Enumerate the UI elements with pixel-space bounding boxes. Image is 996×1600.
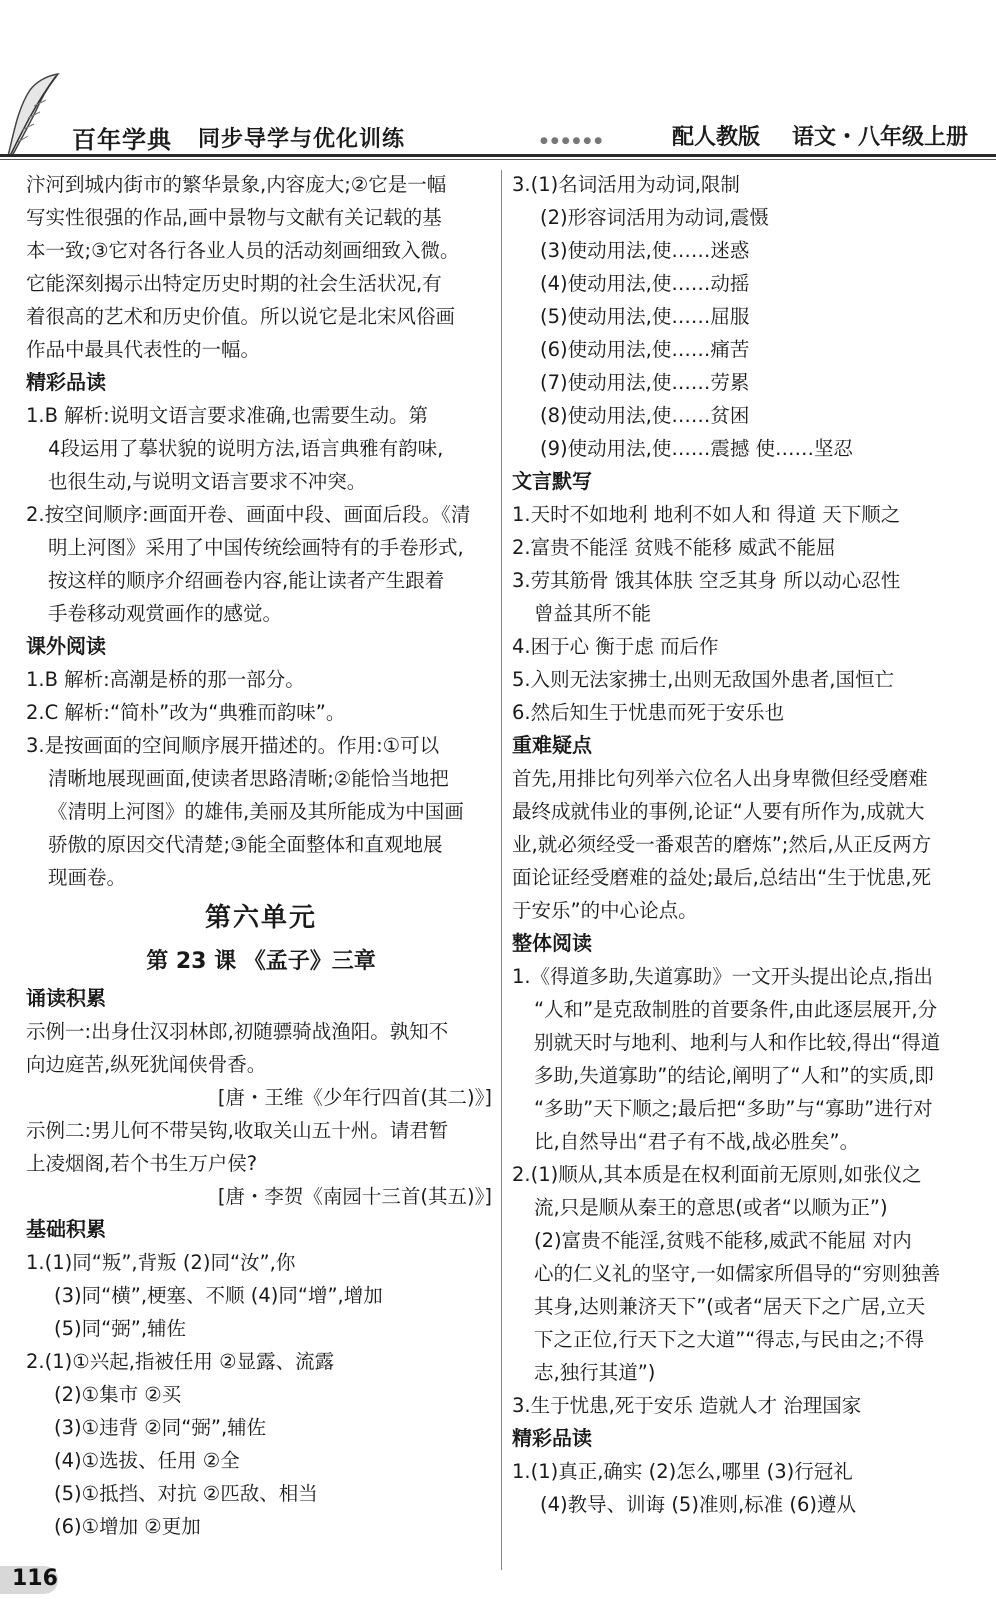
- answer-subitem: (4)使动用法,使……动摇: [540, 272, 750, 295]
- answer-item: 3.是按画面的空间顺序展开描述的。作用:①可以: [26, 734, 440, 757]
- poem-source: [唐・李贺《南园十三首(其五)》]: [217, 1185, 492, 1208]
- right-column: [512, 168, 982, 1521]
- answer-subitem: (6)使动用法,使……痛苦: [540, 338, 750, 361]
- text-line: 多助,失道寡助”的结论,阐明了“人和”的实质,即: [534, 1064, 934, 1087]
- text-line: 于安乐”的中心论点。: [512, 899, 698, 922]
- subject-grade-label: 语文・八年级上册: [792, 125, 969, 150]
- page-number-tab: [0, 1562, 62, 1596]
- section-heading: 整体阅读: [512, 931, 592, 955]
- answer-subitem: (6)①增加 ②更加: [54, 1515, 201, 1538]
- text-line: 按这样的顺序介绍画卷内容,能让读者产生跟着: [48, 569, 445, 592]
- answer-item: 2.(1)①兴起,指被任用 ②显露、流露: [26, 1350, 335, 1373]
- text-line: 别就天时与地利、地利与人和作比较,得出“得道: [534, 1031, 941, 1054]
- answer-item: 2.C 解析:“简朴”改为“典雅而韵味”。: [26, 701, 346, 724]
- answer-item: 1.《得道多助,失道寡助》一文开头提出论点,指出: [512, 965, 934, 988]
- answer-subitem: (3)①违背 ②同“弼”,辅佐: [54, 1416, 267, 1439]
- text-line: 写实性很强的作品,画中景物与文献有关记载的基: [26, 206, 442, 229]
- text-line: 本一致;③它对各行各业人员的活动刻画细致入微。: [26, 239, 460, 262]
- text-line: 业,就必须经受一番艰苦的磨炼”;然后,从正反两方: [512, 833, 932, 856]
- answer-subitem: (8)使动用法,使……贫困: [540, 404, 750, 427]
- brand-title: 百年学典: [72, 126, 172, 154]
- answer-item: 2.(1)顺从,其本质是在权利面前无原则,如张仪之: [512, 1163, 922, 1186]
- text-line: 4段运用了摹状貌的说明方法,语言典雅有韵味,: [48, 437, 444, 460]
- answer-subitem: (9)使动用法,使……震撼 使……坚忍: [540, 437, 854, 460]
- lesson-title: 第 23 课 《孟子》三章: [146, 949, 376, 974]
- text-line: 也很生动,与说明文语言要求不冲突。: [48, 470, 367, 493]
- answer-item: 1.天时不如地利 地利不如人和 得道 天下顺之: [512, 503, 901, 526]
- answer-item: 4.困于心 衡于虑 而后作: [512, 635, 719, 658]
- unit-title: 第六单元: [204, 903, 317, 933]
- answer-subitem: (4)教导、训诲 (5)准则,标准 (6)遵从: [540, 1493, 856, 1516]
- section-heading: 课外阅读: [26, 634, 106, 658]
- text-line: 现画卷。: [48, 866, 127, 889]
- answer-item: 6.然后知生于忧患而死于安乐也: [512, 701, 785, 724]
- header-rule: [0, 154, 996, 157]
- text-line: 向边庭苦,纵死犹闻侠骨香。: [26, 1053, 267, 1076]
- answer-subitem: (4)①选拔、任用 ②全: [54, 1449, 240, 1472]
- text-line: 最终成就伟业的事例,论证“人要有所作为,成就大: [512, 800, 925, 823]
- text-line: 手卷移动观赏画作的感觉。: [48, 602, 283, 625]
- answer-subitem: (2)富贵不能淫,贫贱不能移,威武不能屈 对内: [534, 1229, 912, 1252]
- answer-subitem: (3)使动用法,使……迷惑: [540, 239, 750, 262]
- answer-item: 3.生于忧患,死于安乐 造就人才 治理国家: [512, 1394, 862, 1417]
- poem-source: [唐・王维《少年行四首(其二)》]: [217, 1086, 492, 1109]
- feather-quill-icon: [0, 72, 70, 160]
- answer-subitem: (5)①抵挡、对抗 ②匹敌、相当: [54, 1482, 318, 1505]
- answer-subitem: (2)形容词活用为动词,震慑: [540, 206, 769, 229]
- section-heading: 重难疑点: [512, 733, 592, 757]
- answer-subitem: (5)同“弼”,辅佐: [54, 1317, 187, 1340]
- decorative-dots: ●●●●●●: [540, 136, 606, 146]
- section-heading: 精彩品读: [26, 370, 106, 394]
- text-line: 汴河到城内街市的繁华景象,内容庞大;②它是一幅: [26, 173, 447, 196]
- answer-item: 2.富贵不能淫 贫贱不能移 威武不能屈: [512, 536, 836, 559]
- text-line: 心的仁义礼的坚守,一如儒家所倡导的“穷则独善: [534, 1262, 941, 1285]
- answer-item: 1.B 解析:说明文语言要求准确,也需要生动。第: [26, 404, 428, 427]
- section-heading: 精彩品读: [512, 1426, 592, 1450]
- column-divider: [501, 170, 502, 1570]
- section-heading: 基础积累: [26, 1217, 106, 1241]
- answer-item: 1.B 解析:高潮是桥的那一部分。: [26, 668, 305, 691]
- answer-subitem: (5)使动用法,使……屈服: [540, 305, 750, 328]
- edition-label: 配人教版: [672, 125, 761, 150]
- section-heading: 文言默写: [512, 469, 592, 493]
- answer-item: 3.劳其筋骨 饿其体肤 空乏其身 所以动心忍性: [512, 569, 901, 592]
- text-line: 着很高的艺术和历史价值。所以说它是北宋风俗画: [26, 305, 456, 328]
- series-subtitle: 同步导学与优化训练: [198, 127, 406, 152]
- answer-subitem: (7)使动用法,使……劳累: [540, 371, 750, 394]
- answer-item: 3.(1)名词活用为动词,限制: [512, 173, 740, 196]
- section-heading: 诵读积累: [26, 986, 106, 1010]
- answer-item: 5.入则无法家拂士,出则无敌国外患者,国恒亡: [512, 668, 895, 691]
- text-line: 作品中最具代表性的一幅。: [26, 338, 261, 361]
- text-line: 比,自然导出“君子有不战,战必胜矣”。: [534, 1130, 860, 1153]
- text-line: 明上河图》采用了中国传统绘画特有的手卷形式,: [48, 536, 464, 559]
- text-line: 面论证经受磨难的益处;最后,总结出“生于忧患,死: [512, 866, 932, 889]
- left-column: [26, 168, 496, 1543]
- text-line: 下之正位,行天下之大道”“得志,与民由之;不得: [534, 1328, 925, 1351]
- text-line: 上凌烟阁,若个书生万户侯?: [26, 1152, 258, 1175]
- text-line: 曾益其所不能: [534, 602, 652, 625]
- header-rule-thin: [0, 159, 996, 160]
- text-line: “多助”天下顺之;最后把“多助”与“寡助”进行对: [534, 1097, 933, 1120]
- text-line: 流,只是顺从秦王的意思(或者“以顺为正”): [534, 1196, 888, 1219]
- answer-item: 2.按空间顺序:画面开卷、画面中段、画面后段。《清: [26, 503, 471, 526]
- answer-subitem: (3)同“横”,梗塞、不顺 (4)同“增”,增加: [54, 1284, 383, 1307]
- text-line: 首先,用排比句列举六位名人出身卑微但经受磨难: [512, 767, 928, 790]
- text-line: “人和”是克敌制胜的首要条件,由此逐层展开,分: [534, 998, 938, 1021]
- page-number: 116: [12, 1566, 58, 1591]
- answer-subitem: (2)①集市 ②买: [54, 1383, 182, 1406]
- page-header: [0, 0, 996, 160]
- text-line: 《清明上河图》的雄伟,美丽及其所能成为中国画: [48, 800, 464, 823]
- text-line: 其身,达则兼济天下”(或者“居天下之广居,立天: [534, 1295, 926, 1318]
- text-line: 它能深刻揭示出特定历史时期的社会生活状况,有: [26, 272, 442, 295]
- answer-item: 1.(1)真正,确实 (2)怎么,哪里 (3)行冠礼: [512, 1460, 853, 1483]
- text-line: 清晰地展现画面,使读者思路清晰;②能恰当地把: [48, 767, 449, 790]
- text-line: 示例二:男儿何不带吴钩,收取关山五十州。请君暂: [26, 1119, 449, 1142]
- answer-item: 1.(1)同“叛”,背叛 (2)同“汝”,你: [26, 1251, 296, 1274]
- text-line: 示例一:出身仕汉羽林郎,初随骠骑战渔阳。孰知不: [26, 1020, 449, 1043]
- text-line: 志,独行其道”): [534, 1361, 656, 1384]
- text-line: 骄傲的原因交代清楚;③能全面整体和直观地展: [48, 833, 443, 856]
